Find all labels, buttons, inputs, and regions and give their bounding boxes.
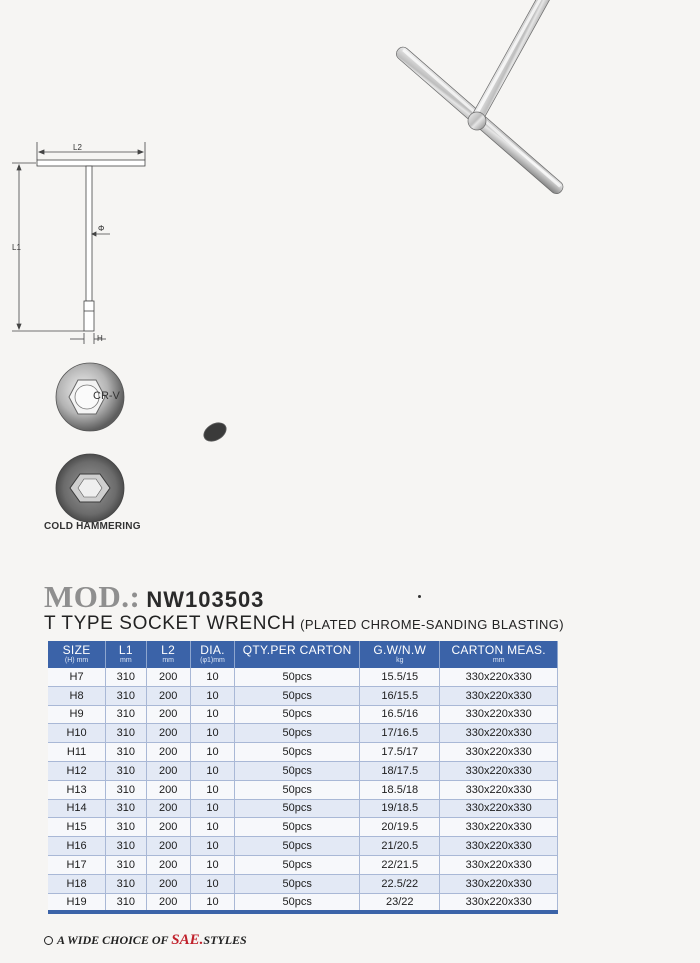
- cell-carton: 330x220x330: [440, 874, 558, 893]
- cell-qty: 50pcs: [235, 818, 360, 837]
- cell-carton: 330x220x330: [440, 668, 558, 686]
- cell-l1: 310: [106, 855, 146, 874]
- cell-carton: 330x220x330: [440, 893, 558, 912]
- spec-table: [48, 641, 558, 912]
- model-heading: [44, 579, 264, 615]
- table-row: [48, 761, 558, 780]
- col-header-size: SIZE (H) mm: [48, 641, 106, 668]
- cell-weight: 17/16.5: [360, 724, 440, 743]
- cell-l2: 200: [146, 780, 190, 799]
- cell-l1: 310: [106, 874, 146, 893]
- cell-size: H11: [48, 743, 106, 762]
- cell-size: H7: [48, 668, 106, 686]
- cell-qty: 50pcs: [235, 743, 360, 762]
- cell-dia: 10: [190, 780, 234, 799]
- cell-l1: 310: [106, 705, 146, 724]
- cell-weight: 17.5/17: [360, 743, 440, 762]
- cold-hammering-ball-icon: [56, 454, 124, 522]
- cell-dia: 10: [190, 743, 234, 762]
- model-number: NW103503: [146, 587, 265, 612]
- cell-qty: 50pcs: [235, 668, 360, 686]
- cell-carton: 330x220x330: [440, 724, 558, 743]
- cell-qty: 50pcs: [235, 874, 360, 893]
- cell-l1: 310: [106, 893, 146, 912]
- table-row: [48, 724, 558, 743]
- col-header-dia: DIA. (φ1)mm: [190, 641, 234, 668]
- crv-label: CR-V: [93, 390, 120, 402]
- cell-l1: 310: [106, 799, 146, 818]
- table-bottom-bar: [48, 910, 558, 914]
- cell-carton: 330x220x330: [440, 855, 558, 874]
- cell-qty: 50pcs: [235, 761, 360, 780]
- cell-weight: 20/19.5: [360, 818, 440, 837]
- cell-dia: 10: [190, 668, 234, 686]
- spec-table-header: [48, 641, 558, 668]
- cell-weight: 16/15.5: [360, 686, 440, 705]
- cell-dia: 10: [190, 705, 234, 724]
- cell-carton: 330x220x330: [440, 837, 558, 856]
- cell-l1: 310: [106, 761, 146, 780]
- cell-size: H14: [48, 799, 106, 818]
- cell-qty: 50pcs: [235, 837, 360, 856]
- table-row: [48, 799, 558, 818]
- table-row: [48, 837, 558, 856]
- table-row: [48, 743, 558, 762]
- cell-size: H13: [48, 780, 106, 799]
- cell-l1: 310: [106, 724, 146, 743]
- cell-dia: 10: [190, 855, 234, 874]
- footer-tail: STYLES: [203, 933, 247, 947]
- footer-lead: A WIDE CHOICE OF: [57, 933, 172, 947]
- cell-weight: 21/20.5: [360, 837, 440, 856]
- footer-tagline: [44, 932, 247, 949]
- cell-l2: 200: [146, 705, 190, 724]
- cell-weight: 22.5/22: [360, 874, 440, 893]
- cell-size: H19: [48, 893, 106, 912]
- table-row: [48, 686, 558, 705]
- table-row: [48, 818, 558, 837]
- cell-l2: 200: [146, 799, 190, 818]
- cell-size: H16: [48, 837, 106, 856]
- cell-l1: 310: [106, 686, 146, 705]
- cell-l1: 310: [106, 743, 146, 762]
- cell-weight: 16.5/16: [360, 705, 440, 724]
- product-title-main: T TYPE SOCKET WRENCH: [44, 613, 296, 634]
- cell-carton: 330x220x330: [440, 818, 558, 837]
- cell-size: H8: [48, 686, 106, 705]
- cell-carton: 330x220x330: [440, 743, 558, 762]
- cold-hammering-label: COLD HAMMERING: [44, 521, 141, 532]
- spec-table-body: [48, 668, 558, 912]
- cell-size: H15: [48, 818, 106, 837]
- cell-weight: 18.5/18: [360, 780, 440, 799]
- col-header-l2: L2 mm: [146, 641, 190, 668]
- cell-weight: 15.5/15: [360, 668, 440, 686]
- cell-l1: 310: [106, 668, 146, 686]
- cell-l1: 310: [106, 837, 146, 856]
- cell-size: H17: [48, 855, 106, 874]
- cell-size: H12: [48, 761, 106, 780]
- cell-l2: 200: [146, 893, 190, 912]
- cell-carton: 330x220x330: [440, 780, 558, 799]
- cell-dia: 10: [190, 761, 234, 780]
- cell-size: H10: [48, 724, 106, 743]
- cell-l2: 200: [146, 686, 190, 705]
- table-row: [48, 855, 558, 874]
- circle-bullet-icon: [44, 936, 53, 945]
- cell-qty: 50pcs: [235, 855, 360, 874]
- cell-carton: 330x220x330: [440, 686, 558, 705]
- cell-weight: 18/17.5: [360, 761, 440, 780]
- cell-dia: 10: [190, 837, 234, 856]
- t-wrench-illustration: [201, 0, 655, 445]
- cell-weight: 23/22: [360, 893, 440, 912]
- table-row: [48, 780, 558, 799]
- cell-l2: 200: [146, 668, 190, 686]
- cell-qty: 50pcs: [235, 893, 360, 912]
- cell-qty: 50pcs: [235, 686, 360, 705]
- technical-drawing: [12, 142, 145, 344]
- table-row: [48, 705, 558, 724]
- product-title-finish: (PLATED CHROME-SANDING BLASTING): [300, 617, 565, 632]
- col-header-carton: CARTON MEAS. mm: [440, 641, 558, 668]
- cell-l2: 200: [146, 874, 190, 893]
- footer-sae: SAE.: [171, 932, 204, 948]
- cell-l1: 310: [106, 780, 146, 799]
- cell-qty: 50pcs: [235, 780, 360, 799]
- col-header-qty: QTY.PER CARTON: [235, 641, 360, 668]
- col-header-weight: G.W/N.W kg: [360, 641, 440, 668]
- speck-mark: [418, 595, 421, 598]
- product-title: [44, 613, 564, 635]
- cell-dia: 10: [190, 686, 234, 705]
- cell-l2: 200: [146, 724, 190, 743]
- cell-dia: 10: [190, 893, 234, 912]
- cell-l2: 200: [146, 855, 190, 874]
- cell-qty: 50pcs: [235, 705, 360, 724]
- cell-dia: 10: [190, 724, 234, 743]
- cell-carton: 330x220x330: [440, 799, 558, 818]
- dim-l1-label: L1: [12, 243, 21, 252]
- table-row: [48, 874, 558, 893]
- dim-h-label: H: [97, 334, 103, 343]
- cell-qty: 50pcs: [235, 724, 360, 743]
- cell-l2: 200: [146, 818, 190, 837]
- dim-l2-label: L2: [73, 143, 82, 152]
- col-header-l1: L1 mm: [106, 641, 146, 668]
- cell-dia: 10: [190, 818, 234, 837]
- cell-dia: 10: [190, 799, 234, 818]
- cell-l2: 200: [146, 743, 190, 762]
- cell-weight: 19/18.5: [360, 799, 440, 818]
- cell-l1: 310: [106, 818, 146, 837]
- cell-carton: 330x220x330: [440, 761, 558, 780]
- dim-dia-label: Φ: [98, 224, 105, 233]
- cell-dia: 10: [190, 874, 234, 893]
- cell-carton: 330x220x330: [440, 705, 558, 724]
- cell-l2: 200: [146, 761, 190, 780]
- cell-size: H18: [48, 874, 106, 893]
- cell-qty: 50pcs: [235, 799, 360, 818]
- table-row: [48, 668, 558, 686]
- cell-size: H9: [48, 705, 106, 724]
- model-prefix: MOD.:: [44, 579, 141, 614]
- cell-weight: 22/21.5: [360, 855, 440, 874]
- cell-l2: 200: [146, 837, 190, 856]
